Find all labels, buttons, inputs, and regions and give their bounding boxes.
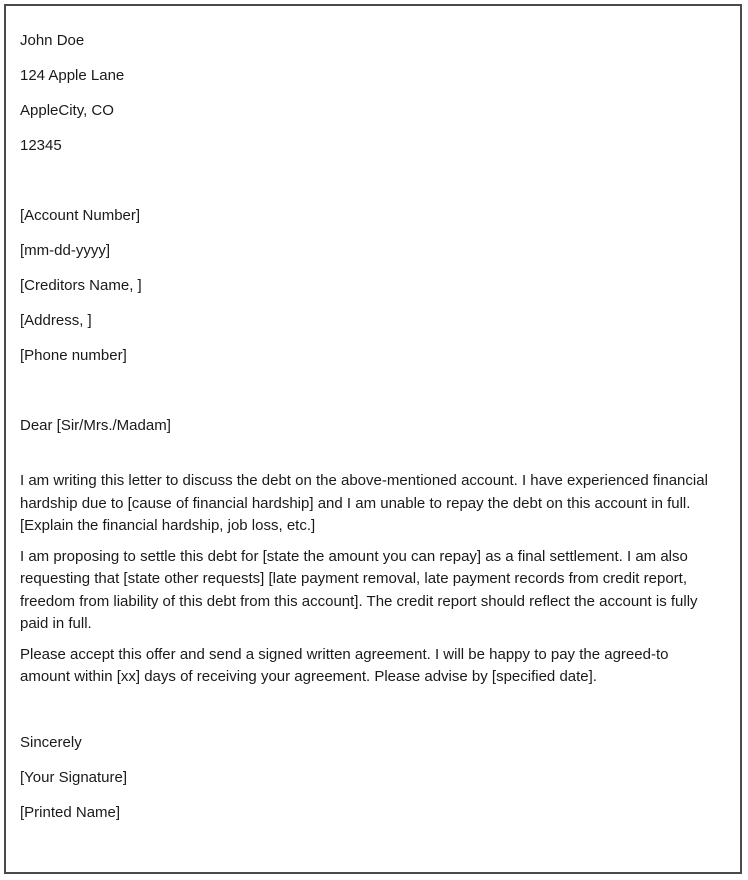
body-paragraph-1: I am writing this letter to discuss the debt on the above-mentioned account. I have experienced financial hardship due to [cause of financial hardship] and I am unable to repay the debt on this account in full. [Explain the financial hardship, job loss, etc.] — [20, 472, 708, 534]
creditor-name: [Creditors Name, ] — [20, 277, 142, 294]
creditor-phone: [Phone number] — [20, 347, 127, 364]
letter-date: [mm-dd-yyyy] — [20, 242, 110, 259]
spacer — [20, 380, 720, 415]
body-paragraph-3: Please accept this offer and send a signed written agreement. I will be happy to pay the agreed-to amount within [xx] days of receiving your agreement. Please advise by [specified date]. — [20, 645, 669, 685]
spacer — [20, 697, 720, 732]
letter-body — [20, 470, 720, 689]
sender-block — [20, 30, 720, 170]
account-number: [Account Number] — [20, 207, 141, 224]
sender-city-state: AppleCity, CO — [20, 102, 114, 119]
spacer — [20, 170, 720, 205]
spacer — [20, 450, 720, 470]
salutation: Dear [Sir/Mrs./Madam] — [20, 417, 171, 434]
sender-zip: 12345 — [20, 137, 62, 154]
sender-name: John Doe — [20, 32, 85, 49]
sender-street: 124 Apple Lane — [20, 67, 125, 84]
creditor-address: [Address, ] — [20, 312, 92, 329]
letter-page — [4, 4, 742, 874]
signature-placeholder: [Your Signature] — [20, 768, 128, 786]
valediction: Sincerely — [20, 733, 82, 751]
letter-content — [20, 30, 720, 837]
body-paragraph-2: I am proposing to settle this debt for [state the amount you can repay] as a final settlement. I am also requesting that [state other requests] [late payment removal, late payment records from credit report, freedom from liability of this debt from this account]. The credit report should reflect the account is fully paid in full. — [20, 547, 698, 632]
printed-name-placeholder: [Printed Name] — [20, 803, 121, 821]
recipient-details-block — [20, 205, 720, 380]
closing-block — [20, 732, 720, 837]
